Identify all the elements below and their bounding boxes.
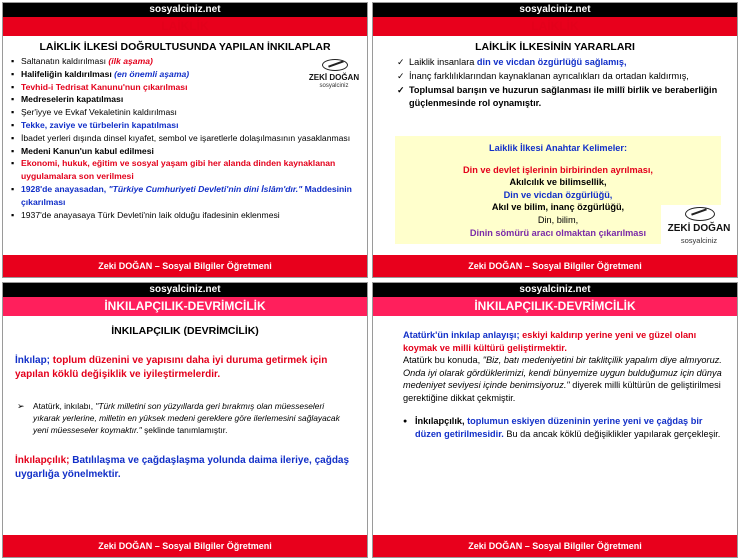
slide-laiklik-inkilaplar: [2, 2, 368, 278]
bullet-paragraph: ● İnkılapçılık, toplumun eskiyen düzeninin yerine yeni ve çağdaş bir düzen getirilmesidir. Bu da ancak köklü değişiklikler yapılarak gerçekleşir.: [373, 415, 737, 441]
definition-text: İnkılapçılık; Batılılaşma ve çağdaşlaşma yolunda daima ileriye, çağdaş uygarlığa yönelmektir.: [15, 455, 350, 480]
slide-heading: LAİKLİK İLKESİ DOĞRULTUSUNDA YAPILAN İNKILAPLAR: [39, 41, 331, 53]
slide-inkilapcilik-tanim: [2, 282, 368, 558]
slide-footer: Zeki DOĞAN – Sosyal Bilgiler Öğretmeni: [3, 535, 367, 557]
list-item: ▪ Ekonomi, hukuk, eğitim ve sosyal yaşam gibi her alanda dinden kaynaklanan uygulamalara son verilmesi: [21, 157, 357, 183]
keyword: Akıl ve bilim, inanç özgürlüğü,: [491, 202, 625, 213]
list-item: ▪ Tevhid-i Tedrisat Kanunu'nun çıkarılması: [21, 81, 357, 94]
list-item: ▪ Şer'iyye ve Evkaf Vekaletinin kaldırılması: [21, 106, 357, 119]
list-item: ✓ Toplumsal barışın ve huzurun sağlanması ile millî birlik ve beraberliğin güçlenmesinde rol oynamıştır.: [409, 84, 727, 110]
keyword: Akılcılık ve bilimsellik,: [509, 177, 607, 188]
list-item: ✓ Laiklik insanlara din ve vicdan özgürlüğü sağlamış,: [409, 56, 727, 69]
list-item: ▪ İbadet yerleri dışında dinsel kıyafet, sembol ve işaretlerle dolaşılmasının yasaklanması: [21, 132, 357, 145]
list-item: ▪ Medeni Kanun'un kabul edilmesi: [21, 145, 357, 158]
keywords-title: Laiklik İlkesi Anahtar Kelimeler:: [488, 143, 628, 153]
site-header: sosyalciniz.net: [373, 3, 737, 17]
slide-inkilapcilik-anlayis: [372, 282, 738, 558]
site-header: sosyalciniz.net: [3, 283, 367, 297]
site-header: sosyalciniz.net: [3, 3, 367, 17]
slide-laiklik-yararlari: [372, 2, 738, 278]
slide-title: LAİKLİK: [373, 17, 737, 36]
pen-icon: [322, 59, 348, 71]
list-item: ▪ Tekke, zaviye ve türbelerin kapatılması: [21, 119, 357, 132]
paragraph: Atatürk bu konuda, "Biz, batı medeniyetini bir taklitçilik yapalım diye almıyoruz. Onda iyi olarak gördüklerimizi, kendi bünyemize uygun bulduğumuz için dünya medeniyet seviyesi içinde benimsiyoruz." diyerek milli kültürün de geliştirilmesi gerektiğine dikkat çekmiştir.: [403, 355, 722, 403]
keyword: Din ve vicdan özgürlüğü,: [503, 189, 613, 200]
list-item: ▪ Halifeliğin kaldırılması (en önemli aşama): [21, 68, 357, 81]
keyword: Din, bilim,: [537, 214, 579, 225]
ataturk-quote: ➢ Atatürk, inkılabı, "Türk milletini son yüzyıllarda geri bırakmış olan müesseseleri yıkarak yerlerine, milletin en yüksek medeni gereklere göre ilerlemesini sağlayacak yeni müesseseler koymaktır." şeklinde tanımlamıştır.: [3, 400, 367, 436]
list-item: ▪ Saltanatın kaldırılması (ilk aşama): [21, 55, 357, 68]
slide-footer: Zeki DOĞAN – Sosyal Bilgiler Öğretmeni: [373, 535, 737, 557]
slide-heading: LAİKLİK İLKESİNİN YARARLARI: [475, 41, 635, 53]
list-item: ▪ 1928'de anayasadan, "Türkiye Cumhuriyeti Devleti'nin dini İslâm'dır." Maddesinin çıkarılması: [21, 183, 357, 209]
benefits-list: [373, 53, 737, 110]
site-header: sosyalciniz.net: [373, 283, 737, 297]
slide-title: İNKILAPÇILIK-DEVRİMCİLİK: [373, 297, 737, 316]
list-item: ▪ 1937'de anayasaya Türk Devleti'nin laik olduğu ifadesinin eklenmesi: [21, 209, 357, 222]
slide-title: İNKILAPÇILIK-DEVRİMCİLİK: [3, 297, 367, 316]
slide-heading: İNKILAPÇILIK (DEVRİMCİLİK): [111, 325, 259, 337]
author-logo: ZEKİ DOĞAN sosyalciniz: [305, 57, 363, 97]
keyword: Din ve devlet işlerinin birbirinden ayrılması,: [463, 164, 653, 175]
pen-icon: [685, 207, 715, 221]
keyword: Dinin sömürü aracı olmaktan çıkarılması: [469, 227, 647, 238]
list-item: ▪ Medreselerin kapatılması: [21, 93, 357, 106]
definition-text: İnkılap; toplum düzenini ve yapısını daha iyi duruma getirmek için yapılan köklü değişiklik ve iyileştirmelerdir.: [15, 355, 328, 380]
slide-footer: Zeki DOĞAN – Sosyal Bilgiler Öğretmeni: [373, 255, 737, 277]
slide-footer: Zeki DOĞAN – Sosyal Bilgiler Öğretmeni: [3, 255, 367, 277]
slide-title: LAİKLİK: [3, 17, 367, 36]
paragraph: Atatürk'ün inkılap anlayışı; eskiyi kaldırıp yerine yeni ve güzel olanı koymak ve milli kültürü geliştirmektir.: [403, 330, 697, 353]
list-item: ✓ İnanç farklılıklarından kaynaklanan ayrıcalıkları da ortadan kaldırmış,: [409, 70, 727, 83]
author-logo: ZEKİ DOĞAN sosyalciniz: [661, 205, 737, 253]
